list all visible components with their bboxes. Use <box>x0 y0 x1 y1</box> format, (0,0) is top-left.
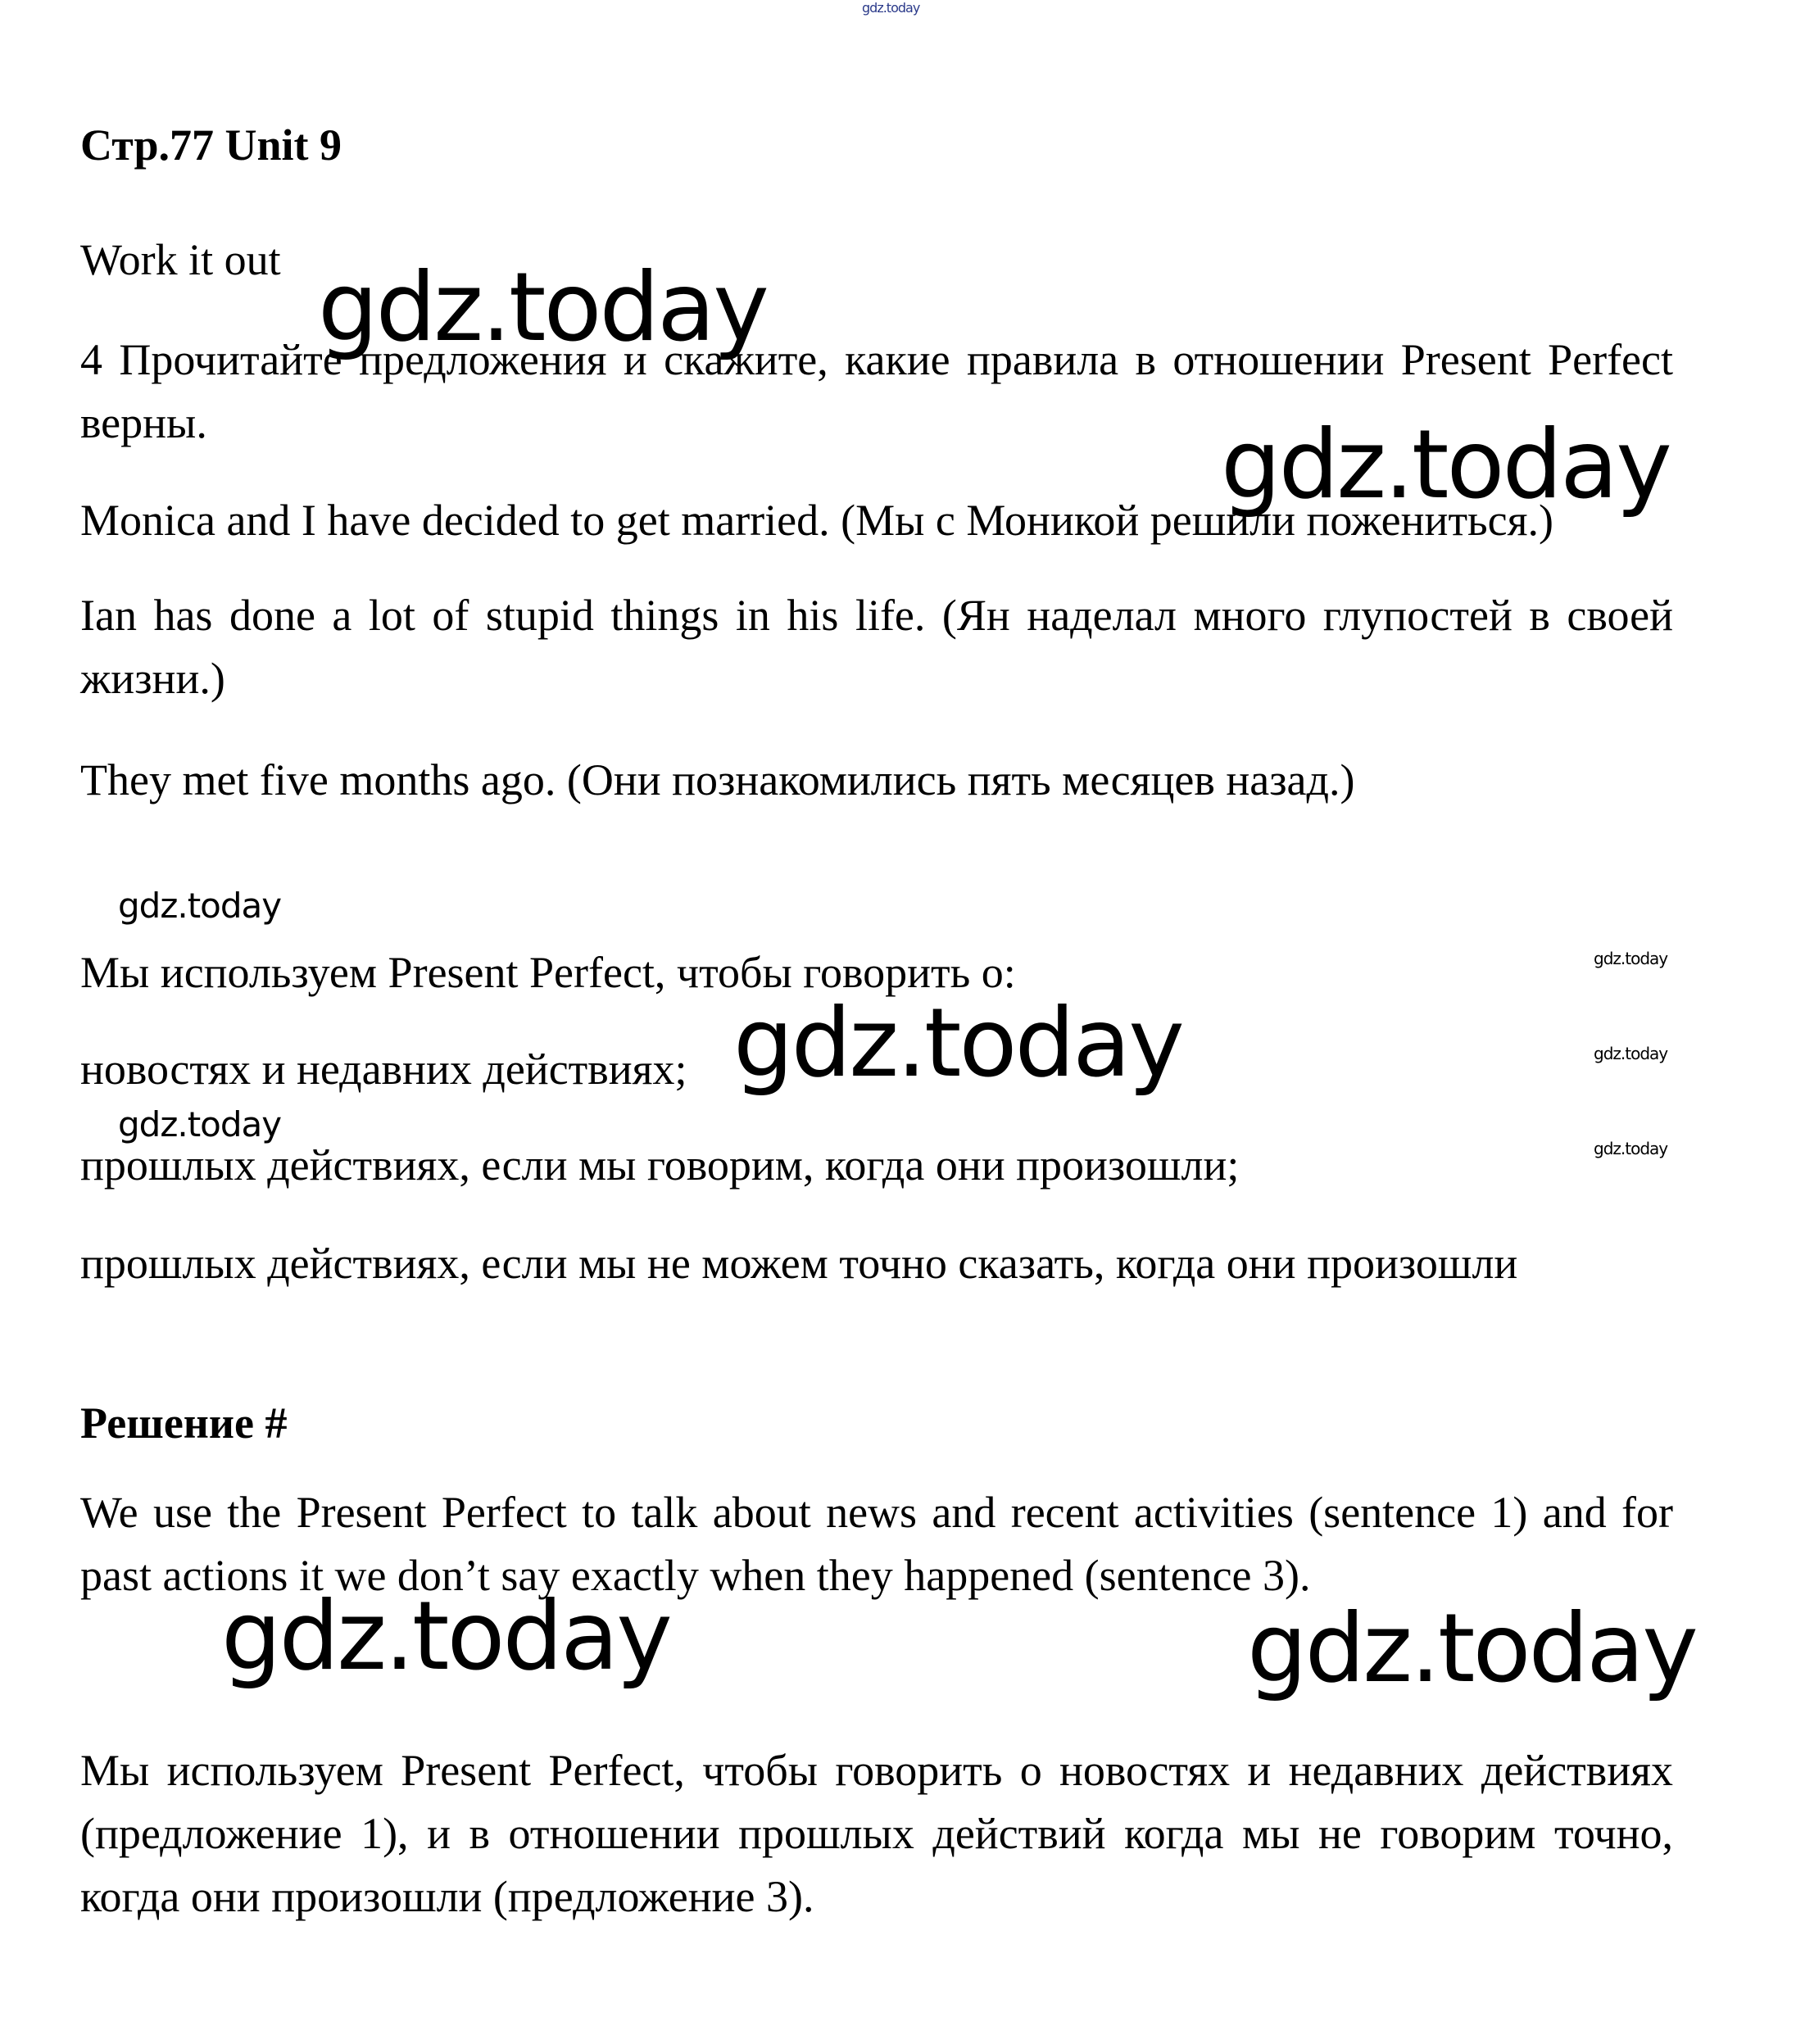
example-sentence-1: Monica and I have decided to get married. (Мы с Моникой решили пожениться.) <box>80 496 1553 545</box>
solution-title: Решение # <box>80 1398 288 1448</box>
watermark-large-4: gdz.today <box>221 1581 670 1692</box>
task-instruction: 4 Прочитайте предложения и скажите, какие правила в отношении Present Perfect верны. <box>80 335 1673 447</box>
watermark-small-3: gdz.today <box>1594 1139 1668 1158</box>
rule-option-3: прошлых действиях, если мы не можем точно сказать, когда они произошли <box>80 1239 1518 1288</box>
solution-answer-ru: Мы используем Present Perfect, чтобы говорить о новостях и недавних действиях (предложение 1), и в отношении прошлых действий когда мы не говорим точно, когда они произошли (предложение 3). <box>80 1746 1673 1921</box>
watermark-large-1: gdz.today <box>318 252 767 363</box>
watermark-large-2: gdz.today <box>1221 410 1670 520</box>
watermark-top: gdz.today <box>862 0 920 16</box>
rule-option-1: новостях и недавних действиях; <box>80 1045 687 1094</box>
example-sentence-2: Ian has done a lot of stupid things in his life. (Ян наделал много глупостей в своей жизни.) <box>80 591 1673 703</box>
watermark-small-1: gdz.today <box>1594 949 1668 968</box>
watermark-small-2: gdz.today <box>1594 1044 1668 1063</box>
page-title: Стр.77 Unit 9 <box>80 120 342 170</box>
example-sentence-3: They met five months ago. (Они познакомились пять месяцев назад.) <box>80 755 1355 804</box>
rules-intro: Мы используем Present Perfect, чтобы говорить о: <box>80 948 1016 997</box>
watermark-large-3: gdz.today <box>733 988 1182 1099</box>
watermark-medium-2: gdz.today <box>118 1104 282 1144</box>
rule-option-2: прошлых действиях, если мы говорим, когда они произошли; <box>80 1140 1240 1190</box>
watermark-large-5: gdz.today <box>1247 1593 1696 1704</box>
section-label: Work it out <box>80 235 281 284</box>
watermark-medium-1: gdz.today <box>118 886 282 926</box>
solution-answer-en: We use the Present Perfect to talk about news and recent activities (sentence 1) and for past actions it we don’t say exactly when they happened (sentence 3). <box>80 1488 1673 1600</box>
